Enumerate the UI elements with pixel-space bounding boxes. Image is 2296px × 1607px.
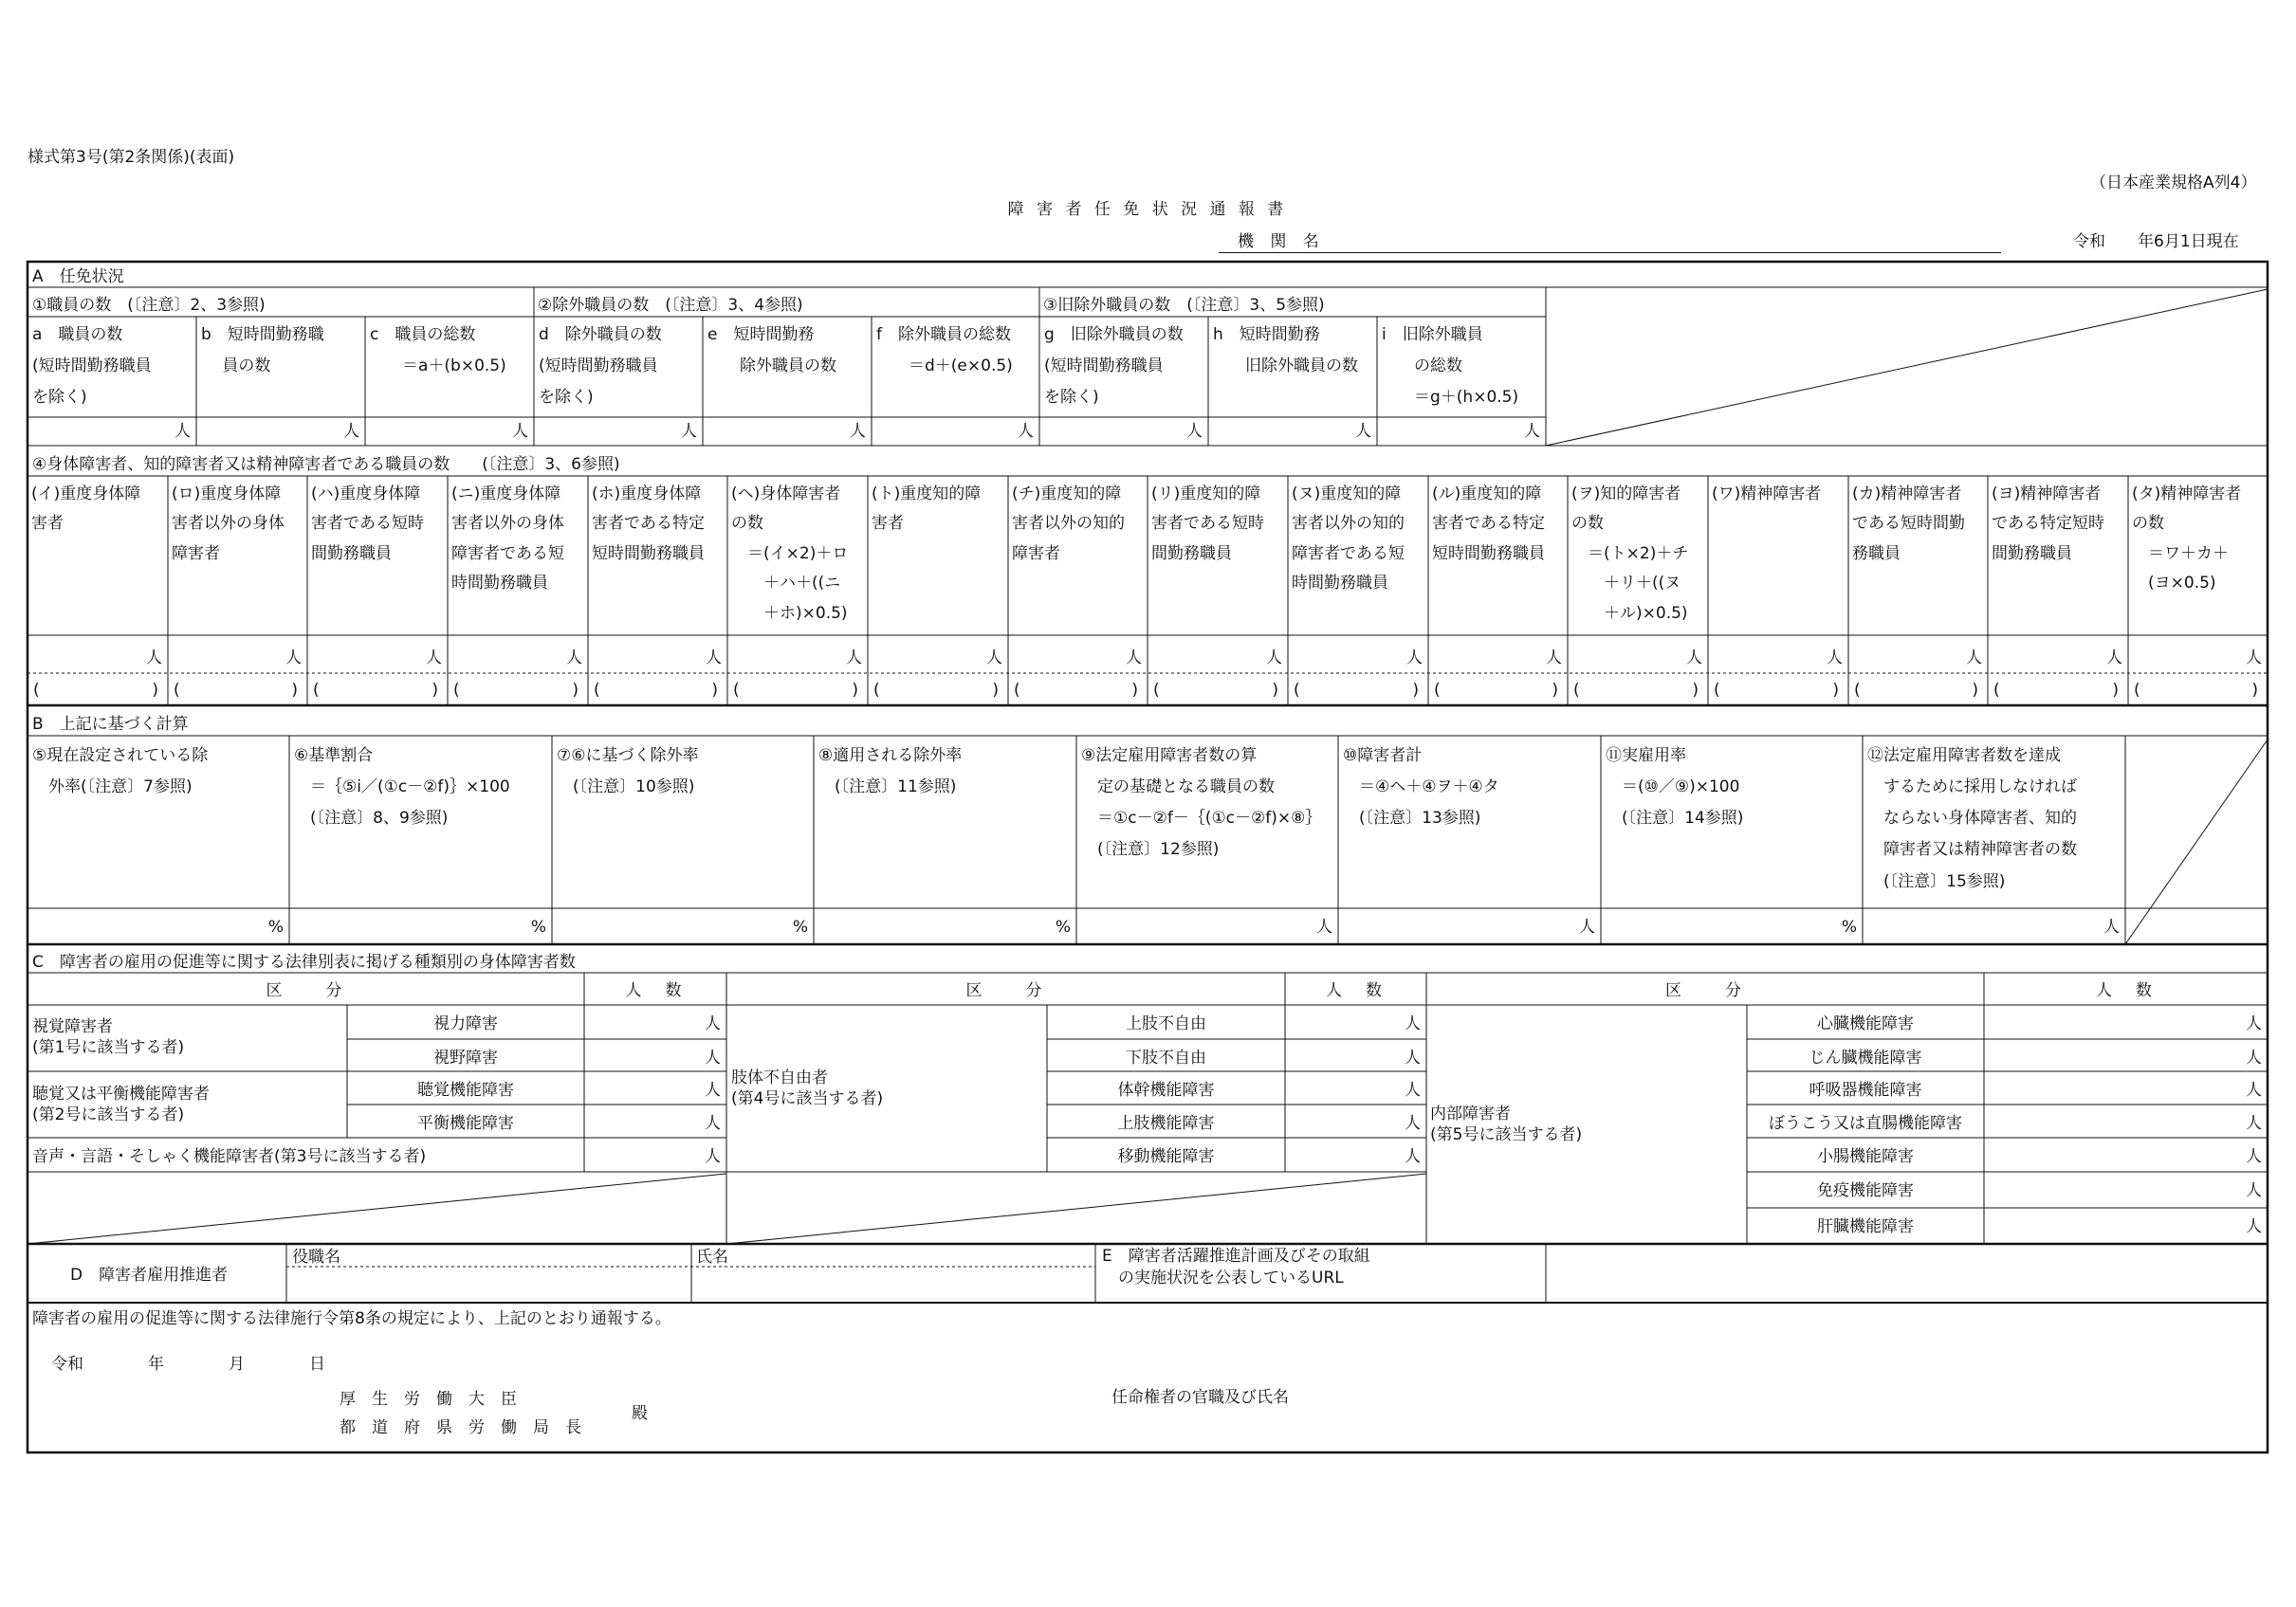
section-a-col-header: b 短時間勤務職 員の数 (201, 325, 324, 376)
paren-open: ( (33, 681, 40, 700)
group-excluded-count: ②除外職員の数 (〔注意〕3、4参照) (538, 296, 803, 315)
section-4-sub-value-cell[interactable] (1850, 675, 1986, 703)
section-4-col-header: (イ)重度身体障 害者 (31, 484, 141, 534)
disability-count-cell[interactable] (1986, 1007, 2266, 1037)
disability-type-label: 平衡機能障害 (417, 1114, 514, 1133)
section-4-value-cell[interactable] (170, 637, 305, 671)
section-a-col-header: i 旧除外職員 の総数 ＝g＋(h×0.5) (1382, 325, 1519, 408)
kubun-header: 区 分 (1665, 981, 1745, 1000)
unit-person: 人 (705, 1049, 721, 1068)
unit-person: 人 (1546, 648, 1562, 667)
disability-type-label: 視力障害 (433, 1014, 498, 1033)
disability-count-cell[interactable] (1986, 1210, 2266, 1242)
org-name-field[interactable] (1219, 231, 2001, 252)
paren-open: ( (1294, 681, 1300, 700)
disability-type-label: 免疫機能障害 (1817, 1181, 1914, 1200)
section-a-value-cell[interactable] (1210, 419, 1375, 444)
section-4-value-cell[interactable] (2130, 637, 2266, 671)
disability-count-cell[interactable] (1986, 1041, 2266, 1069)
section-4-sub-value-cell[interactable] (1570, 675, 1706, 703)
unit-label: % (267, 918, 284, 937)
appointer-label: 任命権者の官職及び氏名 (1111, 1388, 1289, 1407)
section-a-col-header: g 旧除外職員の数 (短時間勤務職員 を除く) (1044, 325, 1184, 408)
hearing-impairment-label: 聴覚又は平衡機能障害者 (第2号に該当する者) (32, 1085, 210, 1125)
paren-close: ) (1131, 681, 1138, 700)
section-a-value-cell[interactable] (1041, 419, 1206, 444)
disability-count-cell[interactable] (1986, 1140, 2266, 1170)
org-name-label: 機 関 名 (1238, 232, 1325, 251)
section-4-sub-value-cell[interactable] (1290, 675, 1426, 703)
section-c-heading: C 障害者の雇用の促進等に関する法律別表に掲げる種類別の身体障害者数 (32, 953, 576, 972)
unit-person: 人 (705, 1147, 721, 1166)
disability-count-cell[interactable] (1287, 1007, 1424, 1037)
ninzu-header: 人 数 (1326, 981, 1386, 1000)
unit-person: 人 (1186, 422, 1203, 441)
paren-close: ) (291, 681, 298, 700)
section-4-col-header: (ワ)精神障害者 (1712, 484, 1822, 503)
disability-count-cell[interactable] (586, 1007, 725, 1037)
speech-impairment-label: 音声・言語・そしゃく機能障害者(第3号に該当する者) (32, 1147, 427, 1166)
unit-person: 人 (1405, 1049, 1421, 1068)
org-name-underline (1219, 252, 2001, 253)
person-name-field[interactable] (695, 1269, 1092, 1301)
unit-person: 人 (846, 648, 862, 667)
section-d-label: D 障害者雇用推進者 (70, 1266, 229, 1285)
section-4-col-header: (ヘ)身体障害者 の数 ＝(イ×2)＋ロ ＋ハ＋((ニ ＋ホ)×0.5) (731, 484, 849, 623)
unit-label: 人 (1579, 918, 1595, 937)
paren-open: ( (733, 681, 740, 700)
paren-open: ( (1854, 681, 1861, 700)
person-name-label: 氏名 (696, 1248, 728, 1267)
disability-type-label: 体幹機能障害 (1117, 1081, 1215, 1100)
paren-open: ( (174, 681, 180, 700)
section-b-value-cell[interactable] (291, 910, 550, 942)
unit-person: 人 (512, 422, 528, 441)
paper-size-note: （日本産業規格A列4） (2090, 173, 2257, 192)
section-4-col-header: (ハ)重度身体障 害者である短時 間勤務職員 (311, 484, 424, 563)
date-as-of: 令和 年6月1日現在 (2073, 232, 2239, 251)
unit-person: 人 (566, 648, 582, 667)
section-4-sub-value-cell[interactable] (729, 675, 866, 703)
paren-close: ) (852, 681, 858, 700)
section-4-col-header: (チ)重度知的障 害者以外の知的 障害者 (1012, 484, 1125, 563)
section-a-value-cell[interactable] (1379, 419, 1544, 444)
section-b-col-header: ⑧適用される除外率 (〔注意〕11参照) (818, 746, 963, 797)
addressee-minister: 厚 生 労 働 大 臣 (340, 1390, 517, 1409)
unit-person: 人 (705, 1081, 721, 1100)
section-a-value-cell[interactable] (29, 419, 194, 444)
section-4-sub-value-cell[interactable] (450, 675, 586, 703)
internal-disability-label: 内部障害者 (第5号に該当する者) (1430, 1105, 1583, 1145)
section-4-heading: ④身体障害者、知的障害者又は精神障害者である職員の数 (〔注意〕3、6参照) (32, 455, 620, 474)
section-4-col-header: (ル)重度知的障 害者である特定 短時間勤務職員 (1432, 484, 1545, 563)
unit-person: 人 (146, 648, 162, 667)
unit-label: 人 (2103, 918, 2120, 937)
addressee-bureau: 都 道 府 県 労 働 局 長 (340, 1418, 581, 1437)
section-4-col-header: (ロ)重度身体障 害者以外の身体 障害者 (172, 484, 285, 563)
paren-open: ( (873, 681, 880, 700)
section-4-sub-value-cell[interactable] (1430, 675, 1566, 703)
section-a-heading: A 任免状況 (32, 267, 124, 286)
paren-close: ) (1272, 681, 1278, 700)
appointer-field[interactable] (1111, 1413, 2250, 1447)
section-b-col-header: ⑤現在設定されている除 外率(〔注意〕7参照) (32, 746, 209, 797)
section-a-col-header: h 短時間勤務 旧除外職員の数 (1213, 325, 1358, 376)
unit-person: 人 (285, 648, 302, 667)
unit-person: 人 (850, 422, 866, 441)
unit-person: 人 (2246, 1014, 2262, 1033)
section-4-sub-value-cell[interactable] (170, 675, 305, 703)
section-a-col-header: d 除外職員の数 (短時間勤務職員 を除く) (539, 325, 662, 408)
paren-open: ( (1434, 681, 1441, 700)
section-4-value-cell[interactable] (1290, 637, 1426, 671)
disability-type-label: 小腸機能障害 (1817, 1147, 1914, 1166)
unit-person: 人 (1405, 1014, 1421, 1033)
section-a-value-cell[interactable] (198, 419, 363, 444)
section-4-sub-value-cell[interactable] (309, 675, 446, 703)
paren-open: ( (1573, 681, 1580, 700)
paren-open: ( (2134, 681, 2140, 700)
disability-type-label: ぼうこう又は直腸機能障害 (1769, 1114, 1962, 1133)
unit-person: 人 (1355, 422, 1371, 441)
section-4-sub-value-cell[interactable] (1990, 675, 2126, 703)
section-4-value-cell[interactable] (1850, 637, 1986, 671)
paren-open: ( (453, 681, 460, 700)
notification-date: 令和 年 月 日 (51, 1355, 325, 1374)
section-4-col-header: (ニ)重度身体障 害者以外の身体 障害者である短 時間勤務職員 (451, 484, 564, 593)
disability-count-cell[interactable] (1287, 1041, 1424, 1069)
disability-type-label: 下肢不自由 (1126, 1049, 1206, 1068)
unit-person: 人 (1686, 648, 1702, 667)
section-4-value-cell[interactable] (1570, 637, 1706, 671)
paren-close: ) (1832, 681, 1839, 700)
paren-open: ( (1993, 681, 2000, 700)
section-4-col-header: (ホ)重度身体障 害者である特定 短時間勤務職員 (592, 484, 705, 563)
unit-person: 人 (681, 422, 697, 441)
section-a-col-header: e 短時間勤務 除外職員の数 (707, 325, 836, 376)
unit-person: 人 (1405, 1081, 1421, 1100)
unit-person: 人 (2246, 1049, 2262, 1068)
section-e-label: E 障害者活躍推進計画及びその取組 の実施状況を公表しているURL (1102, 1247, 1370, 1287)
section-4-sub-value-cell[interactable] (2130, 675, 2266, 703)
post-title-field[interactable] (290, 1269, 687, 1301)
unit-person: 人 (2106, 648, 2122, 667)
kubun-header: 区 分 (266, 981, 346, 1000)
disability-type-label: 呼吸器機能障害 (1809, 1081, 1922, 1100)
unit-person: 人 (2246, 648, 2262, 667)
section-b-col-header: ⑩障害者計 ＝④ヘ＋④ヲ＋④タ (〔注意〕13参照) (1343, 746, 1499, 829)
paren-close: ) (1412, 681, 1419, 700)
paren-open: ( (1153, 681, 1160, 700)
section-a-value-cell[interactable] (873, 419, 1038, 444)
section-b-value-cell[interactable] (1078, 910, 1336, 942)
unit-label: 人 (1316, 918, 1332, 937)
section-a-col-header: f 除外職員の総数 ＝d＋(e×0.5) (876, 325, 1013, 376)
section-4-value-cell[interactable] (29, 637, 166, 671)
section-4-value-cell[interactable] (1990, 637, 2126, 671)
disability-count-cell[interactable] (586, 1041, 725, 1069)
disability-count-cell[interactable] (1986, 1106, 2266, 1136)
notification-statement: 障害者の雇用の促進等に関する法律施行令第8条の規定により、上記のとおり通報する。 (32, 1309, 671, 1328)
section-4-value-cell[interactable] (1010, 637, 1146, 671)
disability-type-label: 移動機能障害 (1117, 1147, 1215, 1166)
section-b-value-cell[interactable] (1864, 910, 2123, 942)
section-4-col-header: (ヌ)重度知的障 害者以外の知的 障害者である短 時間勤務職員 (1292, 484, 1405, 593)
unit-person: 人 (1266, 648, 1282, 667)
disability-count-cell[interactable] (1986, 1174, 2266, 1206)
unit-person: 人 (1524, 422, 1540, 441)
paren-close: ) (1692, 681, 1699, 700)
form-number: 様式第3号(第2条関係)(表面) (28, 148, 235, 167)
unit-person: 人 (705, 1014, 721, 1033)
disability-count-cell[interactable] (1287, 1140, 1424, 1170)
section-b-value-cell[interactable] (816, 910, 1075, 942)
ninzu-header: 人 数 (625, 981, 686, 1000)
paren-close: ) (1972, 681, 1978, 700)
section-4-value-cell[interactable] (870, 637, 1006, 671)
section-b-value-cell[interactable] (554, 910, 812, 942)
paren-open: ( (1714, 681, 1720, 700)
paren-close: ) (572, 681, 579, 700)
post-title-label: 役職名 (292, 1248, 340, 1267)
section-4-sub-value-cell[interactable] (29, 675, 166, 703)
unit-person: 人 (1018, 422, 1034, 441)
section-a-value-cell[interactable] (705, 419, 870, 444)
unit-person: 人 (2246, 1217, 2262, 1236)
paren-open: ( (1014, 681, 1020, 700)
addressee-honorific: 殿 (632, 1404, 648, 1423)
unit-person: 人 (343, 422, 359, 441)
disability-count-cell[interactable] (586, 1106, 725, 1136)
paren-close: ) (992, 681, 999, 700)
unit-person: 人 (2246, 1081, 2262, 1100)
unit-person: 人 (705, 1114, 721, 1133)
disability-count-cell[interactable] (586, 1073, 725, 1103)
url-field[interactable] (1550, 1248, 2263, 1299)
physical-disability-label: 肢体不自由者 (第4号に該当する者) (731, 1068, 884, 1109)
section-4-col-header: (カ)精神障害者 である短時間勤 務職員 (1852, 484, 1965, 563)
section-4-sub-value-cell[interactable] (1710, 675, 1846, 703)
paren-open: ( (594, 681, 600, 700)
ninzu-header: 人 数 (2096, 981, 2156, 1000)
section-b-value-cell[interactable] (1603, 910, 1861, 942)
unit-person: 人 (1126, 648, 1142, 667)
section-b-value-cell[interactable] (29, 910, 287, 942)
disability-type-label: 上肢不自由 (1126, 1014, 1206, 1033)
section-a-col-header: a 職員の数 (短時間勤務職員 を除く) (32, 325, 152, 408)
section-4-sub-value-cell[interactable] (870, 675, 1006, 703)
section-4-value-cell[interactable] (450, 637, 586, 671)
section-a-value-cell[interactable] (536, 419, 701, 444)
section-b-heading: B 上記に基づく計算 (32, 715, 189, 734)
paren-close: ) (2112, 681, 2119, 700)
section-4-value-cell[interactable] (309, 637, 446, 671)
paren-close: ) (2251, 681, 2258, 700)
unit-person: 人 (174, 422, 191, 441)
section-a-value-cell[interactable] (367, 419, 532, 444)
section-4-sub-value-cell[interactable] (1010, 675, 1146, 703)
paren-close: ) (432, 681, 438, 700)
visual-impairment-label: 視覚障害者 (第1号に該当する者) (32, 1017, 185, 1058)
unit-person: 人 (2246, 1181, 2262, 1200)
unit-person: 人 (2246, 1114, 2262, 1133)
disability-count-cell[interactable] (1287, 1106, 1424, 1136)
unit-person: 人 (1405, 1114, 1421, 1133)
section-b-col-header: ⑦⑥に基づく除外率 (〔注意〕10参照) (557, 746, 699, 797)
disability-type-label: 上肢機能障害 (1117, 1114, 1215, 1133)
section-a-col-header: c 職員の総数 ＝a＋(b×0.5) (370, 325, 506, 376)
section-4-value-cell[interactable] (590, 637, 726, 671)
section-4-col-header: (タ)精神障害者 の数 ＝ワ＋カ＋ (ヨ×0.5) (2132, 484, 2242, 593)
disability-type-label: 視野障害 (433, 1049, 498, 1068)
section-4-value-cell[interactable] (1149, 637, 1286, 671)
unit-person: 人 (706, 648, 722, 667)
unit-person: 人 (1827, 648, 1843, 667)
section-b-col-header: ⑪実雇用率 ＝(⑩／⑨)×100 (〔注意〕14参照) (1606, 746, 1744, 829)
paren-close: ) (152, 681, 158, 700)
unit-person: 人 (986, 648, 1002, 667)
disability-type-label: 聴覚機能障害 (417, 1081, 514, 1100)
kubun-header: 区 分 (965, 981, 1046, 1000)
disability-type-label: 心臓機能障害 (1817, 1014, 1914, 1033)
disability-count-cell[interactable] (1287, 1073, 1424, 1103)
paren-close: ) (711, 681, 718, 700)
section-4-col-header: (リ)重度知的障 害者である短時 間勤務職員 (1151, 484, 1264, 563)
unit-label: % (1841, 918, 1857, 937)
paren-close: ) (1552, 681, 1558, 700)
unit-person: 人 (1966, 648, 1982, 667)
unit-person: 人 (426, 648, 442, 667)
section-4-sub-value-cell[interactable] (590, 675, 726, 703)
group-old-excluded-count: ③旧除外職員の数 (〔注意〕3、5参照) (1043, 296, 1325, 315)
section-4-value-cell[interactable] (729, 637, 866, 671)
disability-count-cell[interactable] (586, 1140, 725, 1170)
group-staff-count: ①職員の数 (〔注意〕2、3参照) (32, 296, 266, 315)
section-4-value-cell[interactable] (1430, 637, 1566, 671)
disability-type-label: じん臓機能障害 (1809, 1049, 1922, 1068)
unit-person: 人 (1406, 648, 1423, 667)
document-title: 障 害 者 任 免 状 況 通 報 書 (1007, 200, 1288, 219)
section-4-col-header: (ヨ)精神障害者 である特定短時 間勤務職員 (1992, 484, 2104, 563)
disability-count-cell[interactable] (1986, 1073, 2266, 1103)
unit-person: 人 (1405, 1147, 1421, 1166)
section-4-value-cell[interactable] (1710, 637, 1846, 671)
unit-person: 人 (2246, 1147, 2262, 1166)
section-b-col-header: ⑨法定雇用障害者数の算 定の基礎となる職員の数 ＝①c－②f－｛(①c－②f)×⑧｝ (〔注意〕12参照) (1081, 746, 1322, 860)
section-4-sub-value-cell[interactable] (1149, 675, 1286, 703)
disability-type-label: 肝臓機能障害 (1817, 1217, 1914, 1236)
section-b-col-header: ⑫法定雇用障害者数を達成 するために採用しなければ ならない身体障害者、知的 障害者又は精神障害者の数 (〔注意〕15参照) (1867, 746, 2077, 891)
section-b-value-cell[interactable] (1340, 910, 1599, 942)
section-b-col-header: ⑥基準割合 ＝｛⑤i／(①c－②f)｝×100 (〔注意〕8、9参照) (294, 746, 510, 829)
section-4-col-header: (ヲ)知的障害者 の数 ＝(ト×2)＋チ ＋リ＋((ヌ ＋ル)×0.5) (1571, 484, 1689, 623)
unit-label: % (530, 918, 546, 937)
paren-open: ( (313, 681, 320, 700)
section-4-col-header: (ト)重度知的障 害者 (872, 484, 982, 534)
unit-label: % (792, 918, 808, 937)
unit-label: % (1055, 918, 1071, 937)
